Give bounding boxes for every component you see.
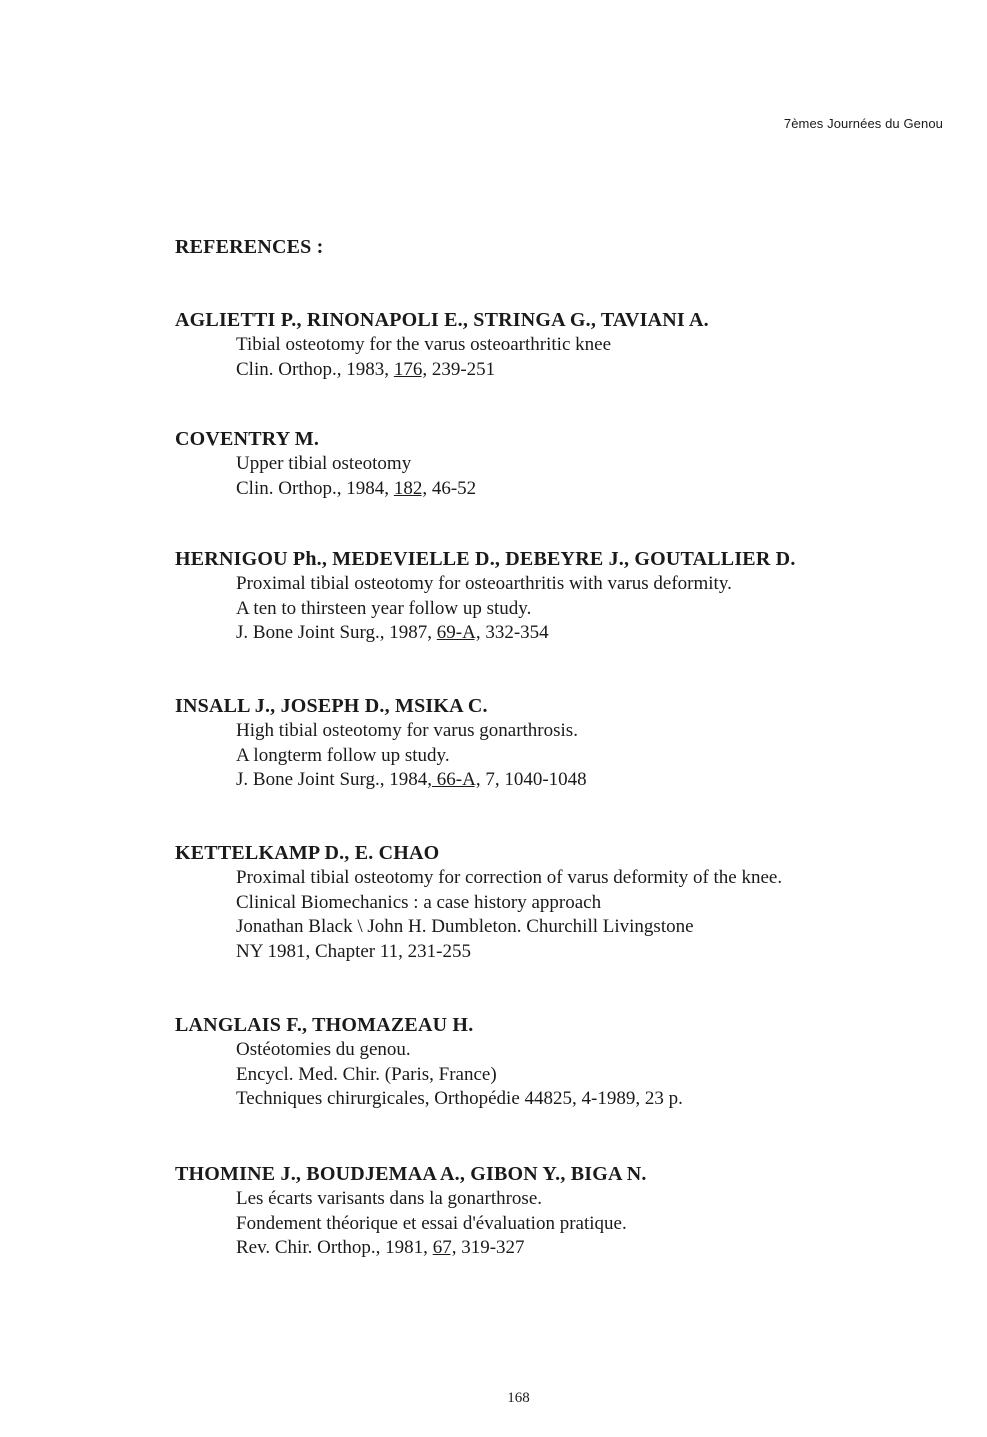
citation-source: Rev. Chir. Orthop., 1981, (236, 1237, 433, 1259)
reference-title: Proximal tibial osteotomy for osteoarthritis with varus deformity. (236, 573, 732, 594)
citation-pages: 7, 1040-1048 (480, 769, 587, 791)
reference-subtitle: Fondement théorique et essai d'évaluation pratique. (236, 1212, 627, 1234)
reference-line: NY 1981, Chapter 11, 231-255 (236, 940, 472, 962)
page-number: 168 (507, 1390, 530, 1406)
reference-title: Tibial osteotomy for the varus osteoarthritic knee (236, 334, 611, 355)
citation-source: Clin. Orthop., 1983, (236, 358, 394, 380)
citation-pages: 239-251 (427, 358, 496, 380)
citation-volume: 69-A, (436, 622, 481, 644)
reference-authors: THOMINE J., BOUDJEMAA A., GIBON Y., BIGA N. (175, 1163, 647, 1185)
citation-source: J. Bone Joint Surg., 1987, (236, 622, 437, 644)
citation-pages: 46-52 (427, 477, 477, 499)
reference-entry-kettelkamp (175, 840, 955, 964)
citation-volume: 67, (432, 1237, 457, 1259)
reference-authors: AGLIETTI P., RINONAPOLI E., STRINGA G., TAVIANI A. (175, 309, 709, 331)
citation-pages: 332-354 (480, 622, 549, 644)
running-header: 7èmes Journées du Genou (783, 116, 943, 131)
reference-citation (175, 768, 955, 793)
reference-authors: KETTELKAMP D., E. CHAO (175, 842, 440, 864)
reference-authors: HERNIGOU Ph., MEDEVIELLE D., DEBEYRE J., GOUTALLIER D. (175, 548, 796, 570)
section-title: REFERENCES : (175, 236, 324, 258)
reference-entry-thomine (175, 1161, 955, 1261)
reference-subtitle: A longterm follow up study. (236, 744, 450, 766)
reference-authors: COVENTRY M. (175, 428, 320, 450)
citation-volume: 182, (393, 477, 428, 499)
reference-line: Proximal tibial osteotomy for correction of varus deformity of the knee. (236, 867, 783, 888)
reference-line: Encycl. Med. Chir. (Paris, France) (236, 1063, 497, 1085)
reference-line: Ostéotomies du genou. (236, 1039, 411, 1060)
reference-title: Les écarts varisants dans la gonarthrose. (236, 1188, 543, 1209)
reference-authors: LANGLAIS F., THOMAZEAU H. (175, 1014, 474, 1036)
citation-pages: 319-327 (456, 1237, 525, 1259)
reference-title: High tibial osteotomy for varus gonarthrosis. (236, 720, 578, 741)
citation-volume: 66-A, (432, 769, 481, 791)
reference-entry-insall (175, 693, 955, 793)
reference-entry-aglietti (175, 307, 955, 382)
reference-citation (175, 1236, 955, 1261)
reference-authors: INSALL J., JOSEPH D., MSIKA C. (175, 695, 488, 717)
reference-line: Clinical Biomechanics : a case history approach (236, 891, 602, 913)
reference-entry-coventry (175, 426, 955, 501)
citation-source: Clin. Orthop., 1984, (236, 477, 394, 499)
reference-citation (175, 358, 955, 383)
citation-source: J. Bone Joint Surg., 1984, (236, 769, 433, 791)
reference-citation (175, 621, 955, 646)
reference-line: Jonathan Black \ John H. Dumbleton. Churchill Livingstone (236, 916, 694, 938)
reference-entry-hernigou (175, 546, 955, 646)
reference-line: Techniques chirurgicales, Orthopédie 44825, 4-1989, 23 p. (236, 1088, 683, 1110)
reference-entry-langlais (175, 1012, 955, 1112)
reference-subtitle: A ten to thirsteen year follow up study. (236, 597, 532, 619)
citation-volume: 176, (393, 358, 428, 380)
reference-citation (175, 477, 955, 502)
reference-title: Upper tibial osteotomy (236, 453, 412, 474)
